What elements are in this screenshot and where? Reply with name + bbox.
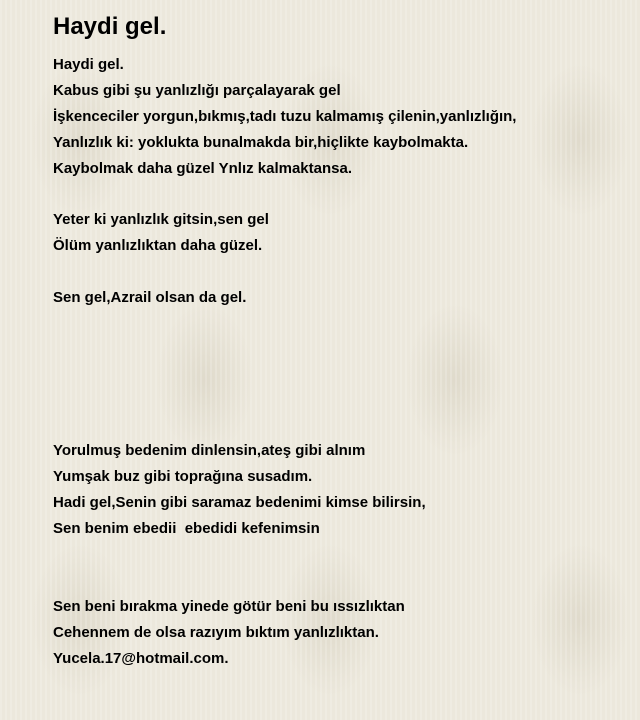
poem-line: Sen gel,Azrail olsan da gel. bbox=[53, 289, 247, 306]
poem-line: Kabus gibi şu yanlızlığı parçalayarak gel bbox=[53, 82, 341, 99]
poem-line: Cehennem de olsa razıyım bıktım yanlızlıktan. bbox=[53, 624, 379, 641]
poem-line: Kaybolmak daha güzel Ynlız kalmaktansa. bbox=[53, 160, 353, 177]
poem-line: Yorulmuş bedenim dinlensin,ateş gibi alnım bbox=[53, 442, 366, 459]
poem-line: Yanlızlık ki: yoklukta bunalmakda bir,hiçlikte kaybolmakta. bbox=[53, 134, 469, 151]
poem-line: Yumşak buz gibi toprağına susadım. bbox=[53, 468, 313, 485]
author-email: Yucela.17@hotmail.com. bbox=[53, 650, 229, 667]
poem-line: Ölüm yanlızlıktan daha güzel. bbox=[53, 237, 263, 254]
poem-line: Sen beni bırakma yinede götür beni bu ıssızlıktan bbox=[53, 598, 405, 615]
poem-title: Haydi gel. bbox=[53, 13, 167, 40]
poem-line: Haydi gel. bbox=[53, 56, 124, 73]
poem-line: Sen benim ebedii ebedidi kefenimsin bbox=[53, 520, 320, 537]
poem-line: İşkenceciler yorgun,bıkmış,tadı tuzu kalmamış çilenin,yanlızlığın, bbox=[53, 108, 517, 125]
poem-line: Hadi gel,Senin gibi saramaz bedenimi kimse bilirsin, bbox=[53, 494, 426, 511]
poem-line: Yeter ki yanlızlık gitsin,sen gel bbox=[53, 211, 269, 228]
